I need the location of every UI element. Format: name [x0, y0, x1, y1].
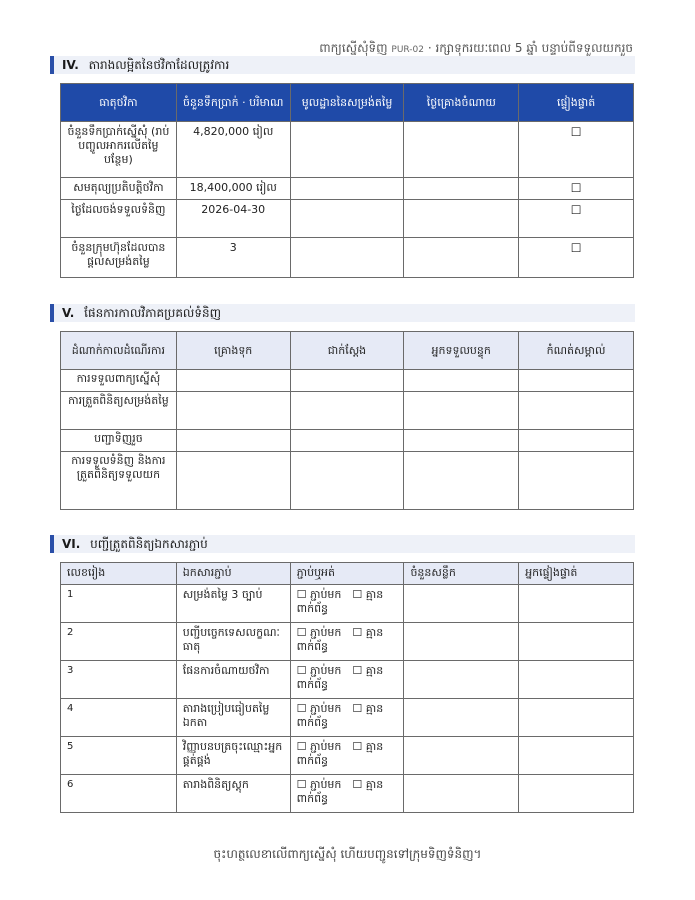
owner-cell[interactable] [404, 392, 519, 430]
owner-cell[interactable] [404, 430, 519, 452]
budget-item: ថ្ងៃដែលចង់ទទួលទំនិញ [61, 200, 177, 238]
quote-basis-cell[interactable] [290, 122, 404, 178]
col-header: ជាក់ស្តែង [290, 332, 404, 370]
schedule-stage: ការត្រួតពិនិត្យសម្រង់តម្លៃ [61, 392, 177, 430]
attachment-name: ផែនការចំណាយថវិកា [176, 661, 290, 699]
attachment-checklist-table [60, 562, 634, 813]
form-code: PUR-02 [391, 45, 425, 55]
budget-item: ចំនួនទឹកប្រាក់ស្នើសុំ (រាប់បញ្ចូលអាករលើតម្លៃបន្ថែម) [61, 122, 177, 178]
quote-basis-cell[interactable] [290, 238, 404, 278]
table-row [61, 623, 634, 661]
planned-date-cell[interactable] [404, 122, 519, 178]
verifier-cell[interactable] [519, 699, 634, 737]
table-row [61, 452, 634, 510]
note-cell[interactable] [519, 392, 634, 430]
note-cell[interactable] [519, 430, 634, 452]
table-row [61, 178, 634, 200]
budget-item: ចំនួនក្រុមហ៊ុនដែលបានផ្តល់សម្រង់តម្លៃ [61, 238, 177, 278]
table-row [61, 200, 634, 238]
budget-detail-table [60, 83, 634, 278]
row-number: 5 [61, 737, 177, 775]
row-number: 4 [61, 699, 177, 737]
section-4-number: IV. [62, 58, 79, 72]
section-4-title: តារាងលម្អិតនៃថវិកាដែលត្រូវការ [88, 58, 230, 72]
verifier-cell[interactable] [519, 661, 634, 699]
verify-checkbox[interactable]: ☐ [519, 238, 634, 278]
planned-cell[interactable] [176, 430, 290, 452]
delivery-schedule-table [60, 331, 634, 510]
row-number: 2 [61, 623, 177, 661]
quote-basis-cell[interactable] [290, 200, 404, 238]
col-header: ធាតុថវិកា [61, 84, 177, 122]
attachment-name: សម្រង់តម្លៃ 3 ច្បាប់ [176, 585, 290, 623]
section-6-heading [50, 535, 635, 553]
owner-cell[interactable] [404, 452, 519, 510]
col-header: លេខរៀង [61, 563, 177, 585]
note-cell[interactable] [519, 452, 634, 510]
attached-checkboxes[interactable]: ☐ ភ្ជាប់មក ☐ គ្មានពាក់ព័ន្ធ [290, 623, 404, 661]
planned-date-cell[interactable] [404, 178, 519, 200]
attached-checkboxes[interactable]: ☐ ភ្ជាប់មក ☐ គ្មានពាក់ព័ន្ធ [290, 699, 404, 737]
table-row [61, 585, 634, 623]
page-count-cell[interactable] [404, 737, 519, 775]
footer-note: ចុះហត្ថលេខាលើពាក្យស្នើសុំ ហើយបញ្ជូនទៅក្រុមទិញទំនិញ។ [213, 847, 482, 861]
col-header: ឯកសារភ្ជាប់ [176, 563, 290, 585]
schedule-stage: ការទទួលទំនិញ និងការត្រួតពិនិត្យទទួលយក [61, 452, 177, 510]
actual-cell[interactable] [290, 370, 404, 392]
verifier-cell[interactable] [519, 623, 634, 661]
table-row [61, 661, 634, 699]
row-number: 3 [61, 661, 177, 699]
attached-checkboxes[interactable]: ☐ ភ្ជាប់មក ☐ គ្មានពាក់ព័ន្ធ [290, 737, 404, 775]
verifier-cell[interactable] [519, 775, 634, 813]
quote-basis-cell[interactable] [290, 178, 404, 200]
attachment-header-row [61, 563, 634, 585]
attached-checkboxes[interactable]: ☐ ភ្ជាប់មក ☐ គ្មានពាក់ព័ន្ធ [290, 585, 404, 623]
col-header: ដំណាក់កាលដំណើរការ [61, 332, 177, 370]
attachment-name: បញ្ជីបច្ចេកទេសលក្ខណៈធាតុ [176, 623, 290, 661]
planned-cell[interactable] [176, 452, 290, 510]
section-5-number: V. [62, 306, 75, 320]
actual-cell[interactable] [290, 430, 404, 452]
verifier-cell[interactable] [519, 585, 634, 623]
budget-value: 4,820,000 រៀល [176, 122, 290, 178]
header-text-b: · រក្សាទុករយៈពេល 5 ឆ្នាំ បន្ទាប់ពីទទួលយករួច [427, 41, 633, 55]
section-6-title: បញ្ជីត្រួតពិនិត្យឯកសារភ្ជាប់ [90, 537, 208, 551]
attached-checkboxes[interactable]: ☐ ភ្ជាប់មក ☐ គ្មានពាក់ព័ន្ធ [290, 775, 404, 813]
table-row [61, 430, 634, 452]
owner-cell[interactable] [404, 370, 519, 392]
col-header: អ្នកផ្ទៀងផ្ទាត់ [519, 563, 634, 585]
section-6-number: VI. [62, 537, 81, 551]
actual-cell[interactable] [290, 452, 404, 510]
table-row [61, 370, 634, 392]
col-header: ចំនួនសន្លឹក [404, 563, 519, 585]
budget-value: 2026-04-30 [176, 200, 290, 238]
table-row [61, 699, 634, 737]
page-count-cell[interactable] [404, 699, 519, 737]
budget-header-row [61, 84, 634, 122]
verify-checkbox[interactable]: ☐ [519, 178, 634, 200]
schedule-stage: ការទទួលពាក្យស្នើសុំ [61, 370, 177, 392]
budget-value: 3 [176, 238, 290, 278]
col-header: ផ្ទៀងផ្ទាត់ [519, 84, 634, 122]
row-number: 1 [61, 585, 177, 623]
attached-checkboxes[interactable]: ☐ ភ្ជាប់មក ☐ គ្មានពាក់ព័ន្ធ [290, 661, 404, 699]
section-4-heading [50, 56, 635, 74]
col-header: ថ្ងៃគ្រោងចំណាយ [404, 84, 519, 122]
attachment-name: តារាងពិនិត្យស្តុក [176, 775, 290, 813]
table-row [61, 122, 634, 178]
header-text-a: ពាក្យស្នើសុំទិញ [319, 41, 388, 55]
page-count-cell[interactable] [404, 661, 519, 699]
budget-value: 18,400,000 រៀល [176, 178, 290, 200]
col-header: ចំនួនទឹកប្រាក់ · បរិមាណ [176, 84, 290, 122]
page-count-cell[interactable] [404, 585, 519, 623]
col-header: កំណត់សម្គាល់ [519, 332, 634, 370]
planned-date-cell[interactable] [404, 238, 519, 278]
verify-checkbox[interactable]: ☐ [519, 122, 634, 178]
col-header: ភ្ជាប់ឬអត់ [290, 563, 404, 585]
col-header: មូលដ្ឋាននៃសម្រង់តម្លៃ [290, 84, 404, 122]
planned-date-cell[interactable] [404, 200, 519, 238]
schedule-header-row [61, 332, 634, 370]
planned-cell[interactable] [176, 370, 290, 392]
col-header: គ្រោងទុក [176, 332, 290, 370]
page-count-cell[interactable] [404, 623, 519, 661]
verify-checkbox[interactable]: ☐ [519, 200, 634, 238]
attachment-name: តារាងប្រៀបធៀបតម្លៃឯកតា [176, 699, 290, 737]
section-5-title: ផែនការកាលវិភាគប្រគល់ទំនិញ [84, 306, 222, 320]
table-row [61, 775, 634, 813]
table-row [61, 392, 634, 430]
budget-item: សមតុល្យប្រតិបត្តិថវិកា [61, 178, 177, 200]
attachment-name: វិញ្ញាបនបត្រចុះឈ្មោះអ្នកផ្គត់ផ្គង់ [176, 737, 290, 775]
note-cell[interactable] [519, 370, 634, 392]
actual-cell[interactable] [290, 392, 404, 430]
table-row [61, 737, 634, 775]
verifier-cell[interactable] [519, 737, 634, 775]
planned-cell[interactable] [176, 392, 290, 430]
section-5-heading [50, 304, 635, 322]
row-number: 6 [61, 775, 177, 813]
page-count-cell[interactable] [404, 775, 519, 813]
col-header: អ្នកទទួលបន្ទុក [404, 332, 519, 370]
schedule-stage: បញ្ជាទិញរួច [61, 430, 177, 452]
table-row [61, 238, 634, 278]
